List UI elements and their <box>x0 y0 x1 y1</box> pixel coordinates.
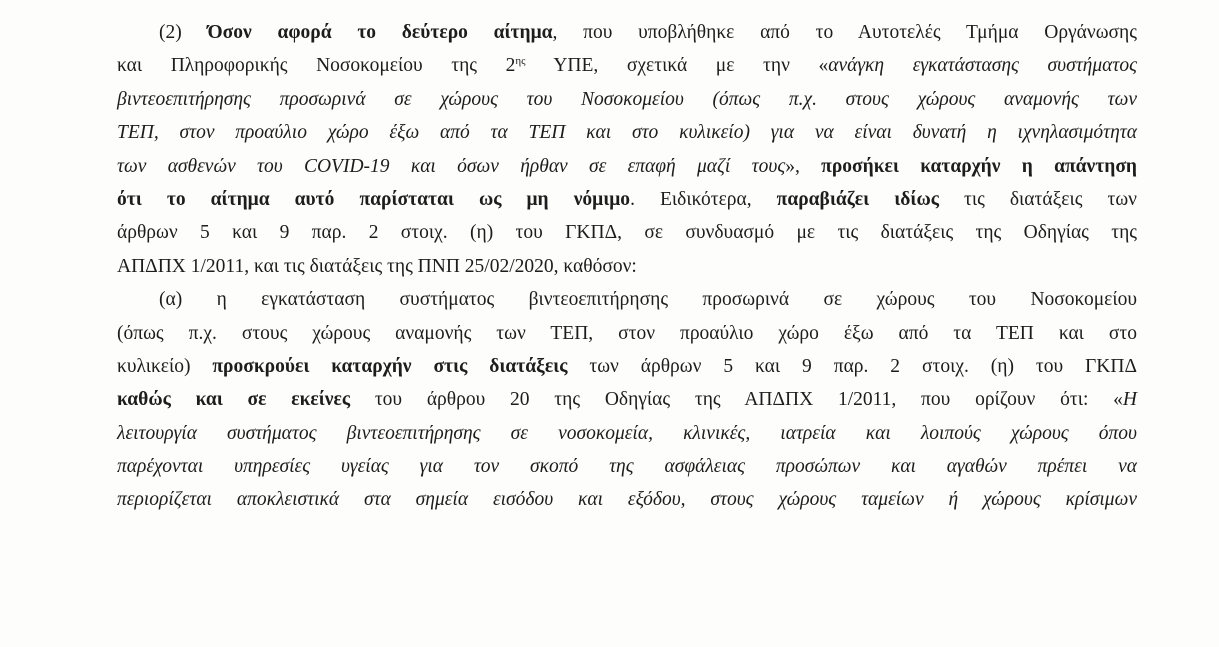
bold-run: καθώς και σε εκείνες <box>117 389 351 411</box>
text-run: . Ειδικότερα, <box>630 188 777 210</box>
italic-run: περιορίζεται αποκλειστικά στα σημεία εισόδου και εξόδου, στους χώρους ταμείων ή χώρους κρίσιμων <box>117 489 1137 511</box>
italic-run: Η <box>1122 389 1138 411</box>
bold-run: προσήκει καταρχήν η απάντηση <box>821 155 1137 177</box>
document-body <box>117 16 1137 517</box>
text-run: ΑΠΔΠΧ 1/2011, και τις διατάξεις της ΠΝΠ 25/02/2020, καθόσον: <box>117 255 637 277</box>
text-line-14 <box>117 450 1137 483</box>
bold-run: Όσον αφορά το δεύτερο αίτημα <box>207 22 553 43</box>
text-run: άρθρων 5 και 9 παρ. 2 στοιχ. (η) του ΓΚΠΔ, σε συνδυασμό με τις διατάξεις της Οδηγίας της <box>117 222 1137 244</box>
text-line-9 <box>117 283 1137 316</box>
italic-run: ανάγκη εγκατάστασης συστήματος <box>828 55 1138 77</box>
text-line-8 <box>117 250 1137 283</box>
text-run: », <box>785 155 822 177</box>
text-run: (2) <box>159 22 208 43</box>
text-run: των άρθρων 5 και 9 παρ. 2 στοιχ. (η) του ΓΚΠΔ <box>567 355 1137 377</box>
text-line-10 <box>117 317 1137 350</box>
text-line-3 <box>117 83 1137 116</box>
text-line-4 <box>117 116 1137 149</box>
italic-run: των ασθενών του COVID-19 και όσων ήρθαν σε επαφή μαζί τους <box>117 155 786 177</box>
text-line-11 <box>117 350 1137 383</box>
text-line-5 <box>117 150 1137 183</box>
text-run: , που υποβλήθηκε από το Αυτοτελές Τμήμα Οργάνωσης <box>552 22 1137 43</box>
text-line-1 <box>117 16 1137 49</box>
bold-run: παραβιάζει ιδίως <box>776 188 939 210</box>
italic-run: παρέχονται υπηρεσίες υγείας για τον σκοπό της ασφάλειας προσώπων και αγαθών πρέπει να <box>117 456 1137 478</box>
text-run: (α) η εγκατάσταση συστήματος βιντεοεπιτήρησης προσωρινά σε χώρους του Νοσοκομείου <box>159 289 1137 311</box>
text-line-2 <box>117 49 1137 82</box>
italic-run: βιντεοεπιτήρησης προσωρινά σε χώρους του Νοσοκομείου (όπως π.χ. στους χώρους αναμονής των <box>117 88 1137 110</box>
text-line-12 <box>117 383 1137 416</box>
text-run: ΥΠΕ, σχετικά με την « <box>525 55 829 77</box>
text-line-13 <box>117 417 1137 450</box>
text-line-6 <box>117 183 1137 216</box>
text-run: (όπως π.χ. στους χώρους αναμονής των ΤΕΠ, στον προαύλιο χώρο έξω από τα ΤΕΠ και στο <box>117 322 1137 344</box>
italic-run: λειτουργία συστήματος βιντεοεπιτήρησης σε νοσοκομεία, κλινικές, ιατρεία και λοιπούς χώρους όπου <box>117 422 1137 444</box>
text-line-15 <box>117 483 1137 516</box>
text-line-7 <box>117 216 1137 249</box>
text-run: τις διατάξεις των <box>938 188 1137 210</box>
bold-run: προσκρούει καταρχήν στις διατάξεις <box>212 355 568 377</box>
italic-run: ΤΕΠ, στον προαύλιο χώρο έξω από τα ΤΕΠ και στο κυλικείο) για να είναι δυνατή η ιχνηλασιμότητα <box>117 122 1137 144</box>
text-run: και Πληροφορικής Νοσοκομείου της 2 <box>117 55 516 77</box>
text-run: κυλικείο) <box>117 355 213 377</box>
bold-run: ότι το αίτημα αυτό παρίσταται ως μη νόμιμο <box>117 188 631 210</box>
text-run: του άρθρου 20 της Οδηγίας της ΑΠΔΠΧ 1/2011, που ορίζουν ότι: « <box>350 389 1123 411</box>
superscript-run: ης <box>515 55 526 68</box>
